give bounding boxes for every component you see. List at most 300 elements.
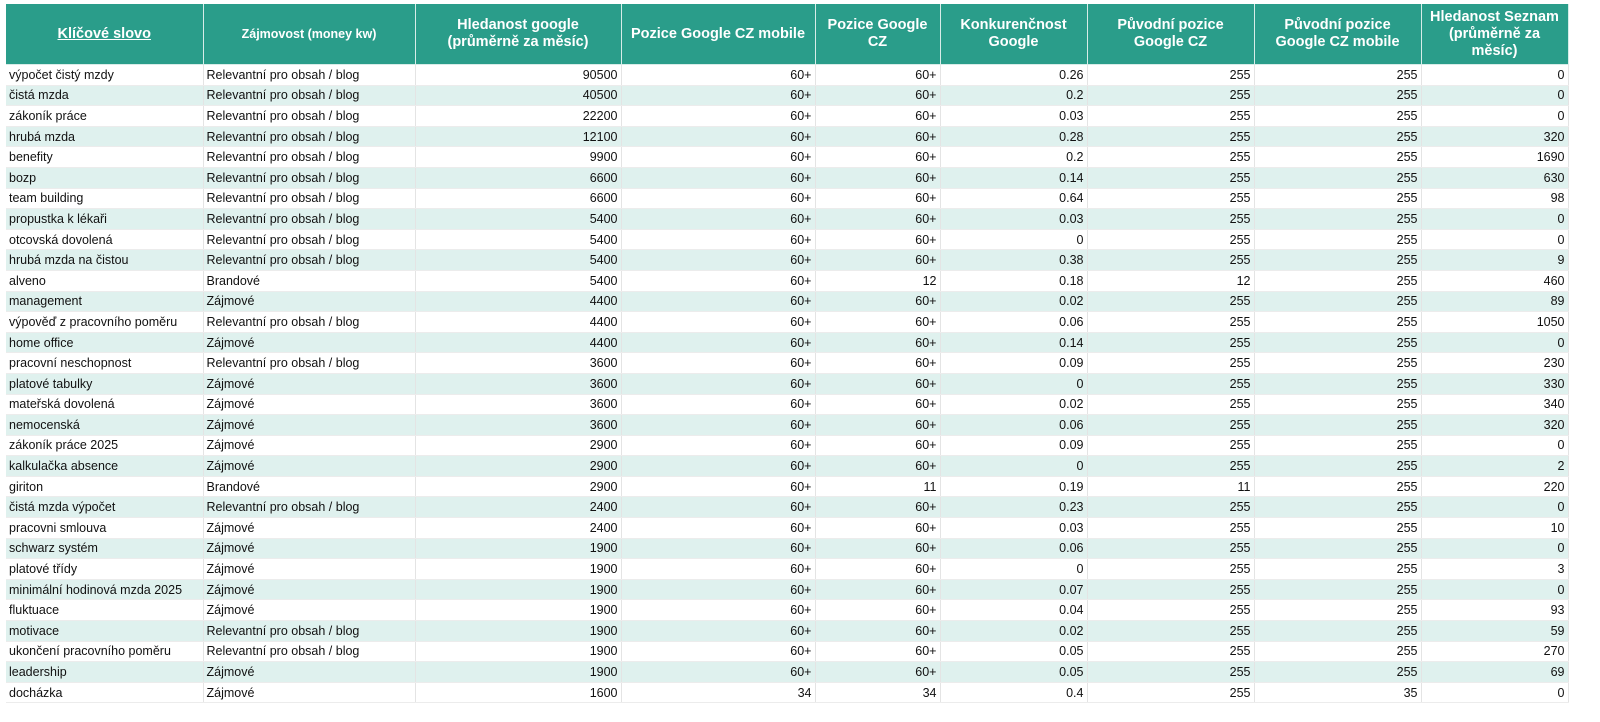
cell-original-google-cz-mobile-position[interactable]: 255: [1254, 250, 1421, 271]
cell-interest[interactable]: Zájmové: [203, 538, 415, 559]
cell-google-cz-mobile-position[interactable]: 60+: [621, 621, 815, 642]
table-row[interactable]: [6, 497, 1568, 518]
cell-google-cz-position[interactable]: 60+: [815, 229, 940, 250]
cell-original-google-cz-position[interactable]: 255: [1087, 579, 1254, 600]
cell-original-google-cz-mobile-position[interactable]: 255: [1254, 538, 1421, 559]
cell-google-cz-position[interactable]: 60+: [815, 435, 940, 456]
cell-google-competition[interactable]: 0.64: [940, 188, 1087, 209]
cell-keyword[interactable]: ukončení pracovního poměru: [6, 641, 203, 662]
cell-google-volume[interactable]: 2900: [415, 476, 621, 497]
cell-google-cz-mobile-position[interactable]: 60+: [621, 579, 815, 600]
table-row[interactable]: [6, 373, 1568, 394]
cell-seznam-volume[interactable]: 9: [1421, 250, 1568, 271]
table-row[interactable]: [6, 600, 1568, 621]
cell-original-google-cz-position[interactable]: 255: [1087, 85, 1254, 106]
cell-google-cz-mobile-position[interactable]: 60+: [621, 106, 815, 127]
cell-google-volume[interactable]: 22200: [415, 106, 621, 127]
cell-google-cz-mobile-position[interactable]: 60+: [621, 394, 815, 415]
cell-google-competition[interactable]: 0.05: [940, 662, 1087, 683]
cell-original-google-cz-position[interactable]: 255: [1087, 229, 1254, 250]
cell-original-google-cz-position[interactable]: 255: [1087, 662, 1254, 683]
header-google-cz-mobile-position[interactable]: Pozice Google CZ mobile: [621, 4, 815, 65]
cell-seznam-volume[interactable]: 0: [1421, 435, 1568, 456]
cell-interest[interactable]: Brandové: [203, 476, 415, 497]
cell-original-google-cz-mobile-position[interactable]: 255: [1254, 415, 1421, 436]
cell-google-competition[interactable]: 0.06: [940, 538, 1087, 559]
cell-keyword[interactable]: čistá mzda: [6, 85, 203, 106]
cell-interest[interactable]: Zájmové: [203, 559, 415, 580]
table-row[interactable]: [6, 518, 1568, 539]
table-row[interactable]: [6, 229, 1568, 250]
cell-original-google-cz-position[interactable]: 255: [1087, 559, 1254, 580]
cell-original-google-cz-mobile-position[interactable]: 255: [1254, 291, 1421, 312]
cell-google-competition[interactable]: 0.07: [940, 579, 1087, 600]
cell-google-volume[interactable]: 3600: [415, 373, 621, 394]
cell-keyword[interactable]: hrubá mzda na čistou: [6, 250, 203, 271]
cell-interest[interactable]: Relevantní pro obsah / blog: [203, 209, 415, 230]
cell-interest[interactable]: Zájmové: [203, 456, 415, 477]
cell-google-cz-position[interactable]: 60+: [815, 250, 940, 271]
cell-google-cz-mobile-position[interactable]: 60+: [621, 147, 815, 168]
cell-google-cz-position[interactable]: 60+: [815, 394, 940, 415]
cell-google-volume[interactable]: 1900: [415, 641, 621, 662]
cell-google-cz-mobile-position[interactable]: 60+: [621, 85, 815, 106]
cell-original-google-cz-position[interactable]: 255: [1087, 291, 1254, 312]
cell-interest[interactable]: Zájmové: [203, 662, 415, 683]
cell-original-google-cz-position[interactable]: 255: [1087, 497, 1254, 518]
cell-keyword[interactable]: giriton: [6, 476, 203, 497]
cell-google-cz-mobile-position[interactable]: 60+: [621, 167, 815, 188]
cell-google-cz-mobile-position[interactable]: 60+: [621, 415, 815, 436]
cell-google-volume[interactable]: 3600: [415, 353, 621, 374]
cell-seznam-volume[interactable]: 69: [1421, 662, 1568, 683]
cell-google-cz-mobile-position[interactable]: 60+: [621, 270, 815, 291]
cell-interest[interactable]: Zájmové: [203, 373, 415, 394]
cell-original-google-cz-position[interactable]: 255: [1087, 682, 1254, 703]
cell-google-competition[interactable]: 0.28: [940, 126, 1087, 147]
cell-original-google-cz-position[interactable]: 255: [1087, 518, 1254, 539]
cell-interest[interactable]: Zájmové: [203, 600, 415, 621]
cell-interest[interactable]: Relevantní pro obsah / blog: [203, 312, 415, 333]
cell-interest[interactable]: Zájmové: [203, 682, 415, 703]
cell-google-volume[interactable]: 3600: [415, 394, 621, 415]
cell-google-volume[interactable]: 9900: [415, 147, 621, 168]
cell-google-cz-position[interactable]: 60+: [815, 291, 940, 312]
cell-google-competition[interactable]: 0.26: [940, 65, 1087, 86]
cell-google-competition[interactable]: 0.18: [940, 270, 1087, 291]
cell-seznam-volume[interactable]: 270: [1421, 641, 1568, 662]
cell-google-cz-position[interactable]: 60+: [815, 167, 940, 188]
header-google-competition[interactable]: Konkurenčnost Google: [940, 4, 1087, 65]
cell-google-cz-position[interactable]: 60+: [815, 65, 940, 86]
cell-interest[interactable]: Relevantní pro obsah / blog: [203, 229, 415, 250]
cell-google-competition[interactable]: 0.02: [940, 621, 1087, 642]
cell-seznam-volume[interactable]: 0: [1421, 332, 1568, 353]
cell-keyword[interactable]: team building: [6, 188, 203, 209]
cell-keyword[interactable]: kalkulačka absence: [6, 456, 203, 477]
cell-original-google-cz-mobile-position[interactable]: 255: [1254, 270, 1421, 291]
cell-seznam-volume[interactable]: 59: [1421, 621, 1568, 642]
cell-keyword[interactable]: pracovní neschopnost: [6, 353, 203, 374]
cell-original-google-cz-mobile-position[interactable]: 255: [1254, 167, 1421, 188]
table-row[interactable]: [6, 250, 1568, 271]
cell-keyword[interactable]: leadership: [6, 662, 203, 683]
cell-interest[interactable]: Relevantní pro obsah / blog: [203, 250, 415, 271]
cell-google-volume[interactable]: 5400: [415, 209, 621, 230]
cell-original-google-cz-mobile-position[interactable]: 255: [1254, 600, 1421, 621]
header-seznam-volume[interactable]: Hledanost Seznam (průměrně za měsíc): [1421, 4, 1568, 65]
cell-google-competition[interactable]: 0.38: [940, 250, 1087, 271]
cell-google-cz-position[interactable]: 60+: [815, 662, 940, 683]
cell-original-google-cz-position[interactable]: 255: [1087, 188, 1254, 209]
cell-original-google-cz-position[interactable]: 255: [1087, 167, 1254, 188]
cell-seznam-volume[interactable]: 0: [1421, 497, 1568, 518]
cell-original-google-cz-position[interactable]: 255: [1087, 600, 1254, 621]
cell-google-volume[interactable]: 5400: [415, 270, 621, 291]
cell-google-cz-position[interactable]: 60+: [815, 85, 940, 106]
cell-seznam-volume[interactable]: 0: [1421, 65, 1568, 86]
table-row[interactable]: [6, 394, 1568, 415]
cell-original-google-cz-position[interactable]: 255: [1087, 435, 1254, 456]
cell-original-google-cz-position[interactable]: 255: [1087, 147, 1254, 168]
table-row[interactable]: [6, 353, 1568, 374]
cell-interest[interactable]: Zájmové: [203, 291, 415, 312]
cell-google-volume[interactable]: 5400: [415, 229, 621, 250]
cell-google-volume[interactable]: 40500: [415, 85, 621, 106]
cell-google-cz-mobile-position[interactable]: 60+: [621, 209, 815, 230]
table-row[interactable]: [6, 312, 1568, 333]
table-row[interactable]: [6, 65, 1568, 86]
cell-google-cz-position[interactable]: 60+: [815, 497, 940, 518]
cell-interest[interactable]: Zájmové: [203, 332, 415, 353]
cell-google-cz-mobile-position[interactable]: 60+: [621, 332, 815, 353]
cell-original-google-cz-mobile-position[interactable]: 255: [1254, 559, 1421, 580]
cell-interest[interactable]: Relevantní pro obsah / blog: [203, 65, 415, 86]
cell-google-volume[interactable]: 12100: [415, 126, 621, 147]
cell-google-competition[interactable]: 0.19: [940, 476, 1087, 497]
cell-seznam-volume[interactable]: 0: [1421, 538, 1568, 559]
cell-interest[interactable]: Relevantní pro obsah / blog: [203, 621, 415, 642]
cell-keyword[interactable]: výpověď z pracovního poměru: [6, 312, 203, 333]
cell-google-competition[interactable]: 0.02: [940, 394, 1087, 415]
cell-google-cz-mobile-position[interactable]: 60+: [621, 600, 815, 621]
cell-interest[interactable]: Zájmové: [203, 394, 415, 415]
cell-keyword[interactable]: otcovská dovolená: [6, 229, 203, 250]
cell-interest[interactable]: Relevantní pro obsah / blog: [203, 188, 415, 209]
cell-original-google-cz-mobile-position[interactable]: 255: [1254, 518, 1421, 539]
table-row[interactable]: [6, 559, 1568, 580]
cell-google-cz-position[interactable]: 11: [815, 476, 940, 497]
header-interest[interactable]: Zájmovost (money kw): [203, 4, 415, 65]
cell-original-google-cz-mobile-position[interactable]: 255: [1254, 85, 1421, 106]
cell-google-cz-mobile-position[interactable]: 60+: [621, 126, 815, 147]
cell-interest[interactable]: Zájmové: [203, 518, 415, 539]
cell-interest[interactable]: Relevantní pro obsah / blog: [203, 353, 415, 374]
cell-seznam-volume[interactable]: 3: [1421, 559, 1568, 580]
cell-original-google-cz-mobile-position[interactable]: 255: [1254, 394, 1421, 415]
cell-original-google-cz-position[interactable]: 255: [1087, 456, 1254, 477]
cell-keyword[interactable]: schwarz systém: [6, 538, 203, 559]
table-row[interactable]: [6, 106, 1568, 127]
cell-original-google-cz-position[interactable]: 255: [1087, 209, 1254, 230]
cell-google-volume[interactable]: 3600: [415, 415, 621, 436]
cell-keyword[interactable]: benefity: [6, 147, 203, 168]
cell-seznam-volume[interactable]: 10: [1421, 518, 1568, 539]
cell-original-google-cz-mobile-position[interactable]: 255: [1254, 497, 1421, 518]
cell-original-google-cz-mobile-position[interactable]: 255: [1254, 435, 1421, 456]
cell-google-competition[interactable]: 0: [940, 559, 1087, 580]
cell-keyword[interactable]: mateřská dovolená: [6, 394, 203, 415]
cell-original-google-cz-position[interactable]: 255: [1087, 538, 1254, 559]
cell-original-google-cz-mobile-position[interactable]: 35: [1254, 682, 1421, 703]
cell-seznam-volume[interactable]: 460: [1421, 270, 1568, 291]
cell-keyword[interactable]: propustka k lékaři: [6, 209, 203, 230]
cell-original-google-cz-position[interactable]: 255: [1087, 332, 1254, 353]
cell-google-cz-position[interactable]: 60+: [815, 353, 940, 374]
cell-google-volume[interactable]: 5400: [415, 250, 621, 271]
cell-keyword[interactable]: management: [6, 291, 203, 312]
cell-google-cz-mobile-position[interactable]: 60+: [621, 435, 815, 456]
cell-original-google-cz-position[interactable]: 255: [1087, 353, 1254, 374]
cell-google-competition[interactable]: 0.2: [940, 147, 1087, 168]
cell-original-google-cz-mobile-position[interactable]: 255: [1254, 641, 1421, 662]
cell-keyword[interactable]: nemocenská: [6, 415, 203, 436]
cell-google-cz-position[interactable]: 60+: [815, 373, 940, 394]
table-row[interactable]: [6, 662, 1568, 683]
header-original-google-cz-mobile-position[interactable]: Původní pozice Google CZ mobile: [1254, 4, 1421, 65]
cell-original-google-cz-position[interactable]: 255: [1087, 106, 1254, 127]
cell-seznam-volume[interactable]: 320: [1421, 126, 1568, 147]
cell-original-google-cz-position[interactable]: 255: [1087, 641, 1254, 662]
cell-seznam-volume[interactable]: 320: [1421, 415, 1568, 436]
table-row[interactable]: [6, 682, 1568, 703]
table-row[interactable]: [6, 476, 1568, 497]
cell-google-competition[interactable]: 0.09: [940, 435, 1087, 456]
cell-google-cz-mobile-position[interactable]: 60+: [621, 662, 815, 683]
cell-original-google-cz-position[interactable]: 11: [1087, 476, 1254, 497]
cell-google-cz-position[interactable]: 60+: [815, 621, 940, 642]
cell-seznam-volume[interactable]: 340: [1421, 394, 1568, 415]
cell-google-competition[interactable]: 0: [940, 456, 1087, 477]
cell-keyword[interactable]: fluktuace: [6, 600, 203, 621]
cell-google-volume[interactable]: 1900: [415, 559, 621, 580]
cell-keyword[interactable]: minimální hodinová mzda 2025: [6, 579, 203, 600]
cell-google-volume[interactable]: 1600: [415, 682, 621, 703]
cell-keyword[interactable]: výpočet čistý mzdy: [6, 65, 203, 86]
cell-seznam-volume[interactable]: 0: [1421, 209, 1568, 230]
cell-interest[interactable]: Relevantní pro obsah / blog: [203, 497, 415, 518]
cell-interest[interactable]: Relevantní pro obsah / blog: [203, 126, 415, 147]
cell-seznam-volume[interactable]: 0: [1421, 682, 1568, 703]
cell-seznam-volume[interactable]: 98: [1421, 188, 1568, 209]
cell-original-google-cz-mobile-position[interactable]: 255: [1254, 229, 1421, 250]
cell-original-google-cz-position[interactable]: 255: [1087, 65, 1254, 86]
cell-google-competition[interactable]: 0: [940, 229, 1087, 250]
cell-keyword[interactable]: home office: [6, 332, 203, 353]
cell-seznam-volume[interactable]: 1690: [1421, 147, 1568, 168]
cell-keyword[interactable]: platové tabulky: [6, 373, 203, 394]
cell-google-cz-position[interactable]: 60+: [815, 456, 940, 477]
cell-google-competition[interactable]: 0: [940, 373, 1087, 394]
cell-keyword[interactable]: zákoník práce 2025: [6, 435, 203, 456]
cell-google-volume[interactable]: 4400: [415, 332, 621, 353]
cell-google-competition[interactable]: 0.03: [940, 209, 1087, 230]
cell-seznam-volume[interactable]: 630: [1421, 167, 1568, 188]
cell-google-competition[interactable]: 0.02: [940, 291, 1087, 312]
cell-google-competition[interactable]: 0.4: [940, 682, 1087, 703]
cell-keyword[interactable]: zákoník práce: [6, 106, 203, 127]
cell-google-cz-position[interactable]: 60+: [815, 332, 940, 353]
cell-original-google-cz-mobile-position[interactable]: 255: [1254, 579, 1421, 600]
cell-google-cz-position[interactable]: 60+: [815, 126, 940, 147]
cell-original-google-cz-position[interactable]: 255: [1087, 373, 1254, 394]
cell-google-cz-position[interactable]: 60+: [815, 312, 940, 333]
cell-original-google-cz-mobile-position[interactable]: 255: [1254, 209, 1421, 230]
cell-google-competition[interactable]: 0.04: [940, 600, 1087, 621]
cell-google-cz-mobile-position[interactable]: 60+: [621, 456, 815, 477]
header-keyword[interactable]: Klíčové slovo: [6, 4, 203, 65]
cell-original-google-cz-position[interactable]: 255: [1087, 621, 1254, 642]
cell-original-google-cz-mobile-position[interactable]: 255: [1254, 188, 1421, 209]
cell-original-google-cz-mobile-position[interactable]: 255: [1254, 147, 1421, 168]
table-row[interactable]: [6, 579, 1568, 600]
cell-google-cz-mobile-position[interactable]: 60+: [621, 476, 815, 497]
cell-google-competition[interactable]: 0.03: [940, 106, 1087, 127]
cell-google-cz-mobile-position[interactable]: 60+: [621, 538, 815, 559]
cell-interest[interactable]: Relevantní pro obsah / blog: [203, 641, 415, 662]
table-row[interactable]: [6, 126, 1568, 147]
cell-google-cz-position[interactable]: 34: [815, 682, 940, 703]
cell-google-cz-mobile-position[interactable]: 60+: [621, 641, 815, 662]
cell-keyword[interactable]: bozp: [6, 167, 203, 188]
table-row[interactable]: [6, 621, 1568, 642]
cell-google-volume[interactable]: 6600: [415, 188, 621, 209]
cell-google-volume[interactable]: 2400: [415, 497, 621, 518]
cell-google-cz-position[interactable]: 60+: [815, 641, 940, 662]
cell-original-google-cz-position[interactable]: 255: [1087, 312, 1254, 333]
cell-google-cz-mobile-position[interactable]: 34: [621, 682, 815, 703]
cell-original-google-cz-mobile-position[interactable]: 255: [1254, 476, 1421, 497]
cell-keyword[interactable]: docházka: [6, 682, 203, 703]
cell-google-volume[interactable]: 4400: [415, 312, 621, 333]
cell-seznam-volume[interactable]: 1050: [1421, 312, 1568, 333]
cell-google-cz-mobile-position[interactable]: 60+: [621, 559, 815, 580]
table-row[interactable]: [6, 291, 1568, 312]
cell-google-cz-position[interactable]: 12: [815, 270, 940, 291]
cell-original-google-cz-position[interactable]: 255: [1087, 415, 1254, 436]
cell-interest[interactable]: Relevantní pro obsah / blog: [203, 85, 415, 106]
cell-google-cz-mobile-position[interactable]: 60+: [621, 229, 815, 250]
cell-google-cz-position[interactable]: 60+: [815, 147, 940, 168]
cell-interest[interactable]: Zájmové: [203, 435, 415, 456]
cell-google-cz-mobile-position[interactable]: 60+: [621, 65, 815, 86]
cell-google-cz-position[interactable]: 60+: [815, 415, 940, 436]
cell-google-volume[interactable]: 4400: [415, 291, 621, 312]
cell-google-volume[interactable]: 1900: [415, 600, 621, 621]
cell-seznam-volume[interactable]: 0: [1421, 229, 1568, 250]
cell-google-volume[interactable]: 2400: [415, 518, 621, 539]
cell-google-competition[interactable]: 0.2: [940, 85, 1087, 106]
cell-google-volume[interactable]: 90500: [415, 65, 621, 86]
cell-keyword[interactable]: alveno: [6, 270, 203, 291]
cell-original-google-cz-position[interactable]: 255: [1087, 250, 1254, 271]
cell-google-competition[interactable]: 0.05: [940, 641, 1087, 662]
cell-google-competition[interactable]: 0.14: [940, 332, 1087, 353]
header-google-volume[interactable]: Hledanost google (průměrně za měsíc): [415, 4, 621, 65]
cell-seznam-volume[interactable]: 89: [1421, 291, 1568, 312]
cell-keyword[interactable]: platové třídy: [6, 559, 203, 580]
table-row[interactable]: [6, 270, 1568, 291]
table-row[interactable]: [6, 85, 1568, 106]
cell-google-volume[interactable]: 2900: [415, 456, 621, 477]
cell-seznam-volume[interactable]: 93: [1421, 600, 1568, 621]
header-google-cz-position[interactable]: Pozice Google CZ: [815, 4, 940, 65]
cell-original-google-cz-mobile-position[interactable]: 255: [1254, 65, 1421, 86]
cell-google-volume[interactable]: 2900: [415, 435, 621, 456]
cell-interest[interactable]: Relevantní pro obsah / blog: [203, 147, 415, 168]
cell-original-google-cz-mobile-position[interactable]: 255: [1254, 456, 1421, 477]
cell-google-cz-mobile-position[interactable]: 60+: [621, 250, 815, 271]
table-row[interactable]: [6, 415, 1568, 436]
cell-google-cz-position[interactable]: 60+: [815, 579, 940, 600]
cell-google-cz-mobile-position[interactable]: 60+: [621, 497, 815, 518]
table-row[interactable]: [6, 641, 1568, 662]
table-row[interactable]: [6, 167, 1568, 188]
table-row[interactable]: [6, 188, 1568, 209]
cell-google-volume[interactable]: 1900: [415, 621, 621, 642]
table-row[interactable]: [6, 209, 1568, 230]
cell-google-cz-position[interactable]: 60+: [815, 106, 940, 127]
cell-original-google-cz-mobile-position[interactable]: 255: [1254, 106, 1421, 127]
cell-seznam-volume[interactable]: 0: [1421, 85, 1568, 106]
cell-seznam-volume[interactable]: 220: [1421, 476, 1568, 497]
cell-seznam-volume[interactable]: 0: [1421, 106, 1568, 127]
cell-google-cz-position[interactable]: 60+: [815, 209, 940, 230]
table-row[interactable]: [6, 147, 1568, 168]
cell-keyword[interactable]: hrubá mzda: [6, 126, 203, 147]
cell-interest[interactable]: Relevantní pro obsah / blog: [203, 167, 415, 188]
cell-google-cz-mobile-position[interactable]: 60+: [621, 518, 815, 539]
cell-seznam-volume[interactable]: 230: [1421, 353, 1568, 374]
cell-google-competition[interactable]: 0.06: [940, 312, 1087, 333]
table-row[interactable]: [6, 538, 1568, 559]
cell-seznam-volume[interactable]: 2: [1421, 456, 1568, 477]
cell-original-google-cz-position[interactable]: 12: [1087, 270, 1254, 291]
cell-google-cz-position[interactable]: 60+: [815, 538, 940, 559]
table-row[interactable]: [6, 456, 1568, 477]
cell-interest[interactable]: Brandové: [203, 270, 415, 291]
cell-google-cz-position[interactable]: 60+: [815, 559, 940, 580]
cell-google-cz-position[interactable]: 60+: [815, 188, 940, 209]
cell-seznam-volume[interactable]: 0: [1421, 579, 1568, 600]
cell-google-volume[interactable]: 1900: [415, 538, 621, 559]
cell-keyword[interactable]: čistá mzda výpočet: [6, 497, 203, 518]
cell-google-competition[interactable]: 0.09: [940, 353, 1087, 374]
cell-original-google-cz-position[interactable]: 255: [1087, 126, 1254, 147]
cell-google-cz-position[interactable]: 60+: [815, 600, 940, 621]
table-row[interactable]: [6, 332, 1568, 353]
cell-google-competition[interactable]: 0.06: [940, 415, 1087, 436]
cell-interest[interactable]: Relevantní pro obsah / blog: [203, 106, 415, 127]
cell-seznam-volume[interactable]: 330: [1421, 373, 1568, 394]
cell-google-volume[interactable]: 1900: [415, 662, 621, 683]
cell-original-google-cz-position[interactable]: 255: [1087, 394, 1254, 415]
cell-interest[interactable]: Zájmové: [203, 579, 415, 600]
cell-google-competition[interactable]: 0.03: [940, 518, 1087, 539]
cell-google-cz-mobile-position[interactable]: 60+: [621, 291, 815, 312]
header-original-google-cz-position[interactable]: Původní pozice Google CZ: [1087, 4, 1254, 65]
cell-original-google-cz-mobile-position[interactable]: 255: [1254, 312, 1421, 333]
